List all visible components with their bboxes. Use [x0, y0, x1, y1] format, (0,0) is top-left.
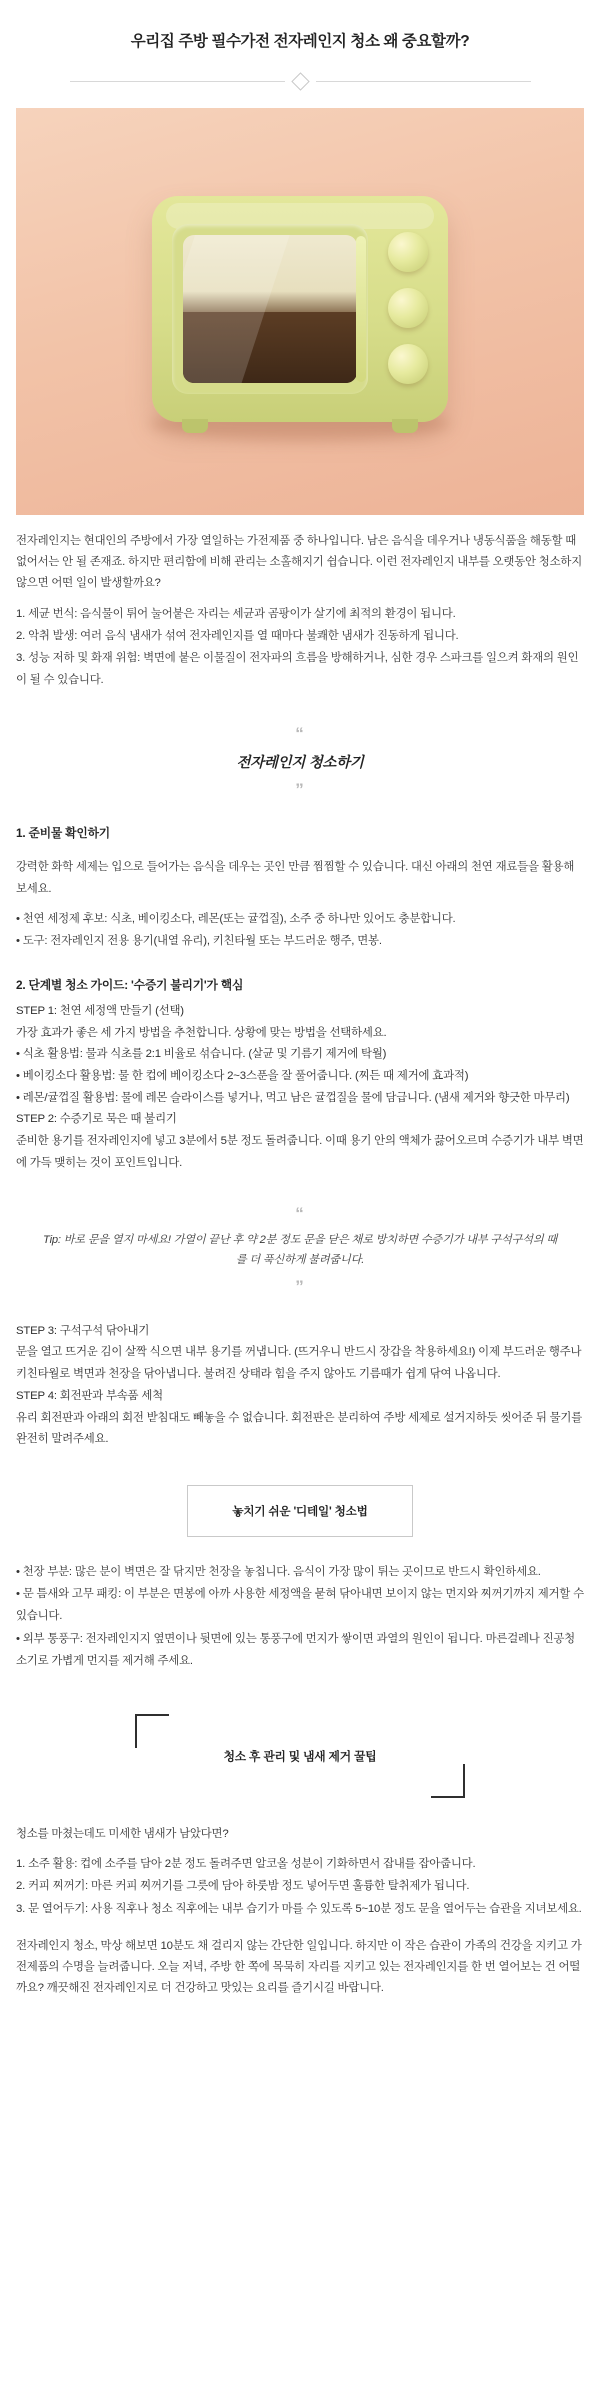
step1-line-1: 가장 효과가 좋은 세 가지 방법을 추천합니다. 상황에 맞는 방법을 선택하세요. — [16, 1026, 387, 1039]
diamond-divider — [16, 75, 584, 88]
microwave-handle — [356, 236, 366, 382]
diamond-icon — [291, 73, 309, 91]
step2-title: STEP 2: 수증기로 묵은 때 불리기 — [16, 1113, 177, 1126]
tip-text: Tip: 바로 문을 열지 마세요! 가열이 끝난 후 약 2분 정도 문을 닫은 채로 방치하면 수증기가 내부 구석구석의 때를 더 푹신하게 불려줍니다. — [43, 1233, 557, 1266]
section-heading-supplies: 1. 준비물 확인하기 — [16, 826, 110, 841]
aftercare-intro: 청소를 마쳤는데도 미세한 냄새가 남았다면? — [16, 1828, 229, 1841]
step1-line-3: • 베이킹소다 활용법: 물 한 컵에 베이킹소다 2~3스푼을 잘 풀어줍니다. (찌든 때 제거에 효과적) — [16, 1070, 469, 1083]
microwave-window — [183, 235, 357, 383]
microwave-knob-top — [388, 232, 428, 272]
list-item: 3. 성능 저하 및 화재 위험: 벽면에 붙은 이물질이 전자파의 흐름을 방해하거나, 심한 경우 스파크를 일으켜 화재의 원인이 될 수 있습니다. — [16, 652, 579, 687]
supplies-paragraph: 강력한 화학 세제는 입으로 들어가는 음식을 데우는 곳인 만큼 찜찜할 수 있습니다. 대신 아래의 천연 재료들을 활용해 보세요. — [16, 861, 575, 895]
list-item: • 외부 통풍구: 전자레인지지 옆면이나 뒷면에 있는 통풍구에 먼지가 쌓이면 과열의 원인이 됩니다. 마른걸레나 진공청소기로 가볍게 먼지를 제거해 주세요. — [16, 1632, 575, 1667]
list-item: 1. 소주 활용: 컵에 소주를 담아 2분 정도 돌려주면 알코올 성분이 기화하면서 잡내를 잡아줍니다. — [16, 1858, 476, 1871]
closing-paragraph: 전자레인지 청소, 막상 해보면 10분도 채 걸리지 않는 간단한 일입니다. 하지만 이 작은 습관이 가족의 건강을 지키고 가전제품의 수명을 늘려줍니다. 오늘 저녁, 주방 한 쪽에 목묵히 자리를 지키고 있는 전자레인지를 한 번 열어보는 건 어떨까요? 깨끗해진 전자레인지로 더 건강하고 맛있는 요리를 즐기시길 바랍니다. — [16, 1939, 582, 1994]
microwave-knob-bottom — [388, 344, 428, 384]
page-title: 우리집 주방 필수가전 전자레인지 청소 왜 중요할까? — [130, 33, 470, 50]
list-item: • 문 틈새와 고무 패킹: 이 부분은 면봉에 아까 사용한 세정액을 묻혀 닦아내면 보이지 않는 먼지와 찌꺼기까지 제거할 수 있습니다. — [16, 1588, 584, 1623]
quote-heading-block — [16, 725, 584, 798]
quote-close-mark: ” — [295, 780, 305, 800]
step1-title: STEP 1: 천연 세정액 만들기 (선택) — [16, 1005, 184, 1018]
hero-image-microwave — [16, 108, 584, 515]
step3-line-1: 문을 열고 뜨거운 김이 살짝 식으면 내부 용기를 꺼냅니다. (뜨거우니 반드시 장갑을 착용하세요!) 이제 부드러운 행주나 키친타월로 벽면과 천장을 닦아냅니다. 불려진 상태라 힘을 주지 않아도 기름때가 쉽게 닦여 나옵니다. — [16, 1346, 582, 1381]
bracket-corner-top-left — [135, 1714, 169, 1748]
divider-line-right — [316, 81, 531, 82]
list-item: 3. 문 열어두기: 사용 직후나 청소 직후에는 내부 습기가 마를 수 있도록 5~10분 정도 문을 열어두는 습관을 지녀보세요. — [16, 1902, 582, 1915]
microwave-knob-middle — [388, 288, 428, 328]
step4-line-1: 유리 회전판과 아래의 회전 받침대도 빼놓을 수 없습니다. 회전판은 분리하여 주방 세제로 설거지하듯 씻어준 뒤 물기를 완전히 말려주세요. — [16, 1411, 582, 1446]
step1-line-2: • 식초 활용법: 물과 식초를 2:1 비율로 섞습니다. (살균 및 기름기 제거에 탁월) — [16, 1048, 387, 1061]
step4-title: STEP 4: 회전판과 부속품 세척 — [16, 1389, 163, 1402]
list-item: 1. 세균 번식: 음식물이 튀어 눌어붙은 자리는 세균과 곰팡이가 살기에 최적의 환경이 됩니다. — [16, 607, 456, 620]
microwave-foot-left — [182, 419, 208, 433]
list-item: • 천연 세정제 후보: 식초, 베이킹소다, 레몬(또는 귤껍질), 소주 중 하나만 있어도 충분합니다. — [16, 912, 456, 925]
tip-block — [16, 1205, 584, 1295]
microwave-illustration — [152, 196, 448, 422]
microwave-door — [172, 224, 368, 394]
quote-heading-text: 전자레인지 청소하기 — [236, 755, 364, 772]
aftercare-bracket-label — [135, 1714, 465, 1798]
supplies-list — [16, 908, 584, 952]
step3-title: STEP 3: 구석구석 닦아내기 — [16, 1324, 150, 1337]
list-item: 2. 악취 발생: 여러 음식 냄새가 섞여 전자레인지를 열 때마다 불쾌한 냄새가 진동하게 됩니다. — [16, 629, 459, 642]
aftercare-list — [16, 1853, 584, 1920]
risk-list — [16, 603, 584, 692]
step1-line-4: • 레몬/귤껍질 활용법: 물에 레몬 슬라이스를 넣거나, 먹고 남은 귤껍질을 물에 담급니다. (냄새 제거와 향긋한 마무리) — [16, 1091, 570, 1104]
intro-paragraph: 전자레인지는 현대인의 주방에서 가장 열일하는 가전제품 중 하나입니다. 남은 음식을 데우거나 냉동식품을 해동할 때 없어서는 안 될 존재죠. 하지만 편리함에 비해 관리는 소홀해지기 쉽습니다. 이런 전자레인지 내부를 오랫동안 청소하지 않으면 어떤 일이 발생할까요? — [16, 535, 582, 590]
detail-tips-list — [16, 1561, 584, 1672]
microwave-foot-right — [392, 419, 418, 433]
tip-open-mark: “ — [295, 1203, 305, 1223]
quote-open-mark: “ — [295, 724, 305, 744]
bracket-corner-bottom-right — [431, 1764, 465, 1798]
list-item: 2. 커피 찌꺼기: 마른 커피 찌꺼기를 그릇에 담아 하룻밤 정도 넣어두면 훌륭한 탈취제가 됩니다. — [16, 1880, 470, 1893]
list-item: • 도구: 전자레인지 전용 용기(내열 유리), 키친타월 또는 부드러운 행주, 면봉. — [16, 934, 382, 947]
step2-line-1: 준비한 용기를 전자레인지에 넣고 3분에서 5분 정도 돌려줍니다. 이때 용기 안의 액체가 끓어오르며 수증기가 내부 벽면에 가득 맺히는 것이 포인트입니다. — [16, 1135, 584, 1169]
list-item: • 천장 부분: 많은 분이 벽면은 잘 닦지만 천장을 놓칩니다. 음식이 가장 많이 튀는 곳이므로 반드시 확인하세요. — [16, 1565, 541, 1578]
bracket-label-text: 청소 후 관리 및 냄새 제거 꿀팁 — [223, 1749, 377, 1764]
divider-line-left — [70, 81, 285, 82]
section-heading-guide: 2. 단계별 청소 가이드: '수증기 불리기'가 핵심 — [16, 978, 244, 993]
detail-tips-box: 놓치기 쉬운 '디테일' 청소법 — [187, 1485, 413, 1537]
tip-close-mark: ” — [295, 1276, 305, 1296]
